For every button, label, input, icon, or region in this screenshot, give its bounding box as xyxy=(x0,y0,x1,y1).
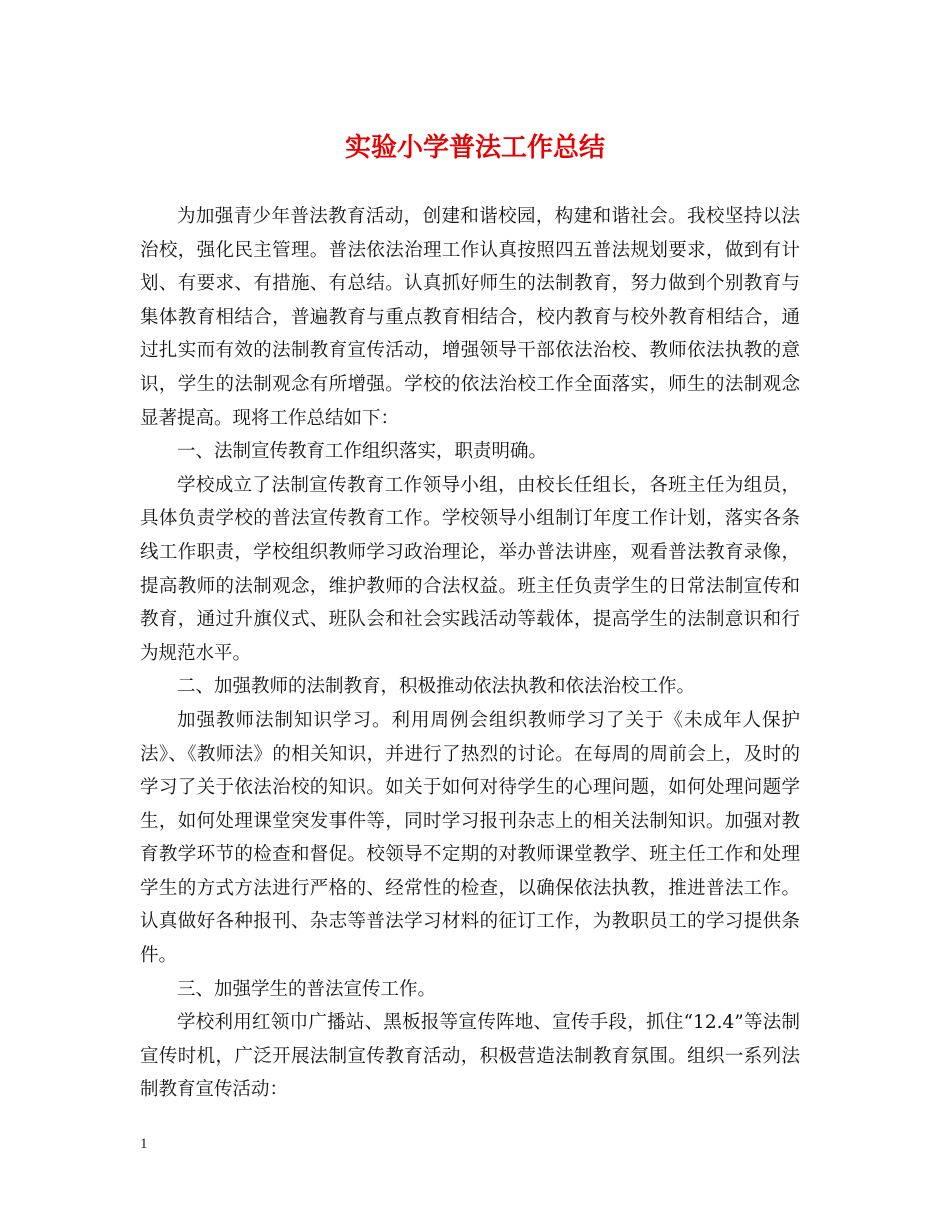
page-number: 1 xyxy=(140,1136,148,1152)
paragraph-section-3: 学校利用红领巾广播站、黑板报等宣传阵地、宣传手段，抓住“12.4”等法制宣传时机，广泛开展法制宣传教育活动，积极营造法制教育氛围。组织一系列法制教育宣传活动： xyxy=(140,1012,800,1101)
document-body xyxy=(140,200,800,1107)
section-heading-1: 一、法制宣传教育工作组织落实，职责明确。 xyxy=(177,441,548,463)
paragraph-section-1: 学校成立了法制宣传教育工作领导小组，由校长任组长，各班主任为组员，具体负责学校的普法宣传教育工作。学校领导小组制订年度工作计划，落实各条线工作职责，学校组织教师学习政治理论，举办普法讲座，观看普法教育录像，提高教师的法制观念，维护教师的合法权益。班主任负责学生的日常法制宣传和教育，通过升旗仪式、班队会和社会实践活动等载体，提高学生的法制意识和行为规范水平。 xyxy=(140,474,800,664)
section-heading-2: 二、加强教师的法制教育，积极推动依法执教和依法治校工作。 xyxy=(177,676,696,698)
paragraph-section-2: 加强教师法制知识学习。利用周例会组织教师学习了关于《未成年人保护法》、《教师法》的相关知识，并进行了热烈的讨论。在每周的周前会上，及时的学习了关于依法治校的知识。如关于如何对待学生的心理问题，如何处理问题学生，如何处理课堂突发事件等，同时学习报刊杂志上的相关法制知识。加强对教育教学环节的检查和督促。校领导不定期的对教师课堂教学、班主任工作和处理学生的方式方法进行严格的、经常性的检查，以确保依法执教，推进普法工作。认真做好各种报刊、杂志等普法学习材料的征订工作，为教职员工的学习提供条件。 xyxy=(140,709,800,967)
document-title: 实验小学普法工作总结 xyxy=(344,133,605,163)
paragraph-intro: 为加强青少年普法教育活动，创建和谐校园，构建和谐社会。我校坚持以法治校，强化民主管理。普法依法治理工作认真按照四五普法规划要求，做到有计划、有要求、有措施、有总结。认真抓好师生的法制教育，努力做到个别教育与集体教育相结合，普遍教育与重点教育相结合，校内教育与校外教育相结合，通过扎实而有效的法制教育宣传活动，增强领导干部依法治校、教师依法执教的意识，学生的法制观念有所增强。学校的依法治校工作全面落实，师生的法制观念显著提高。现将工作总结如下： xyxy=(140,206,800,429)
section-heading-3: 三、加强学生的普法宣传工作。 xyxy=(177,978,437,1000)
